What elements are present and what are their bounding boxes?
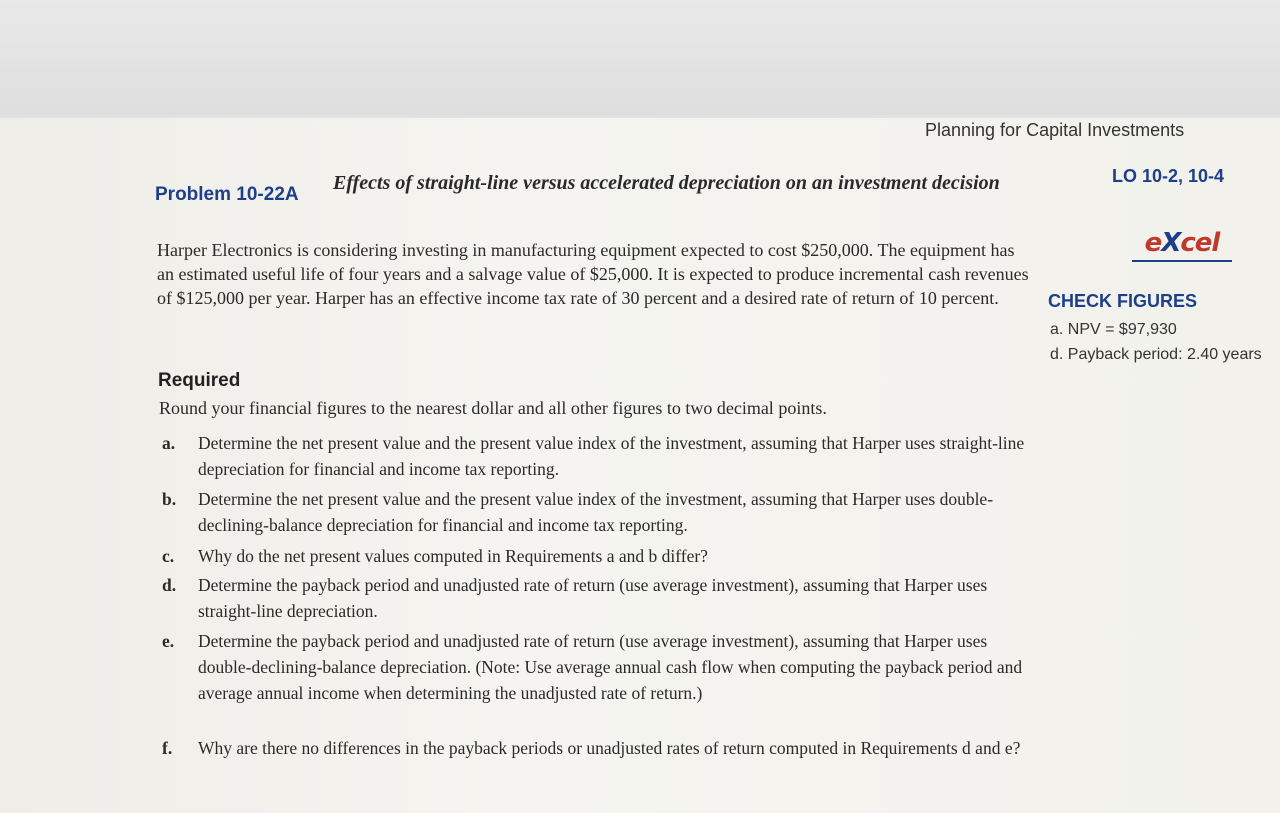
requirement-text: Determine the payback period and unadjusted rate of return (use average investment), assuming that Harper uses straight-line depreciation. bbox=[198, 575, 988, 621]
requirement-letter: c. bbox=[162, 546, 175, 566]
excel-logo-text: eXcel bbox=[1144, 228, 1220, 258]
running-head: Planning for Capital Investments bbox=[925, 120, 1185, 140]
requirement-text: Determine the net present value and the present value index of the investment, assuming that Harper uses double-declining-balance depreciation for financial and income tax reporting. bbox=[198, 489, 994, 535]
check-figure-a: a. NPV = $97,930 bbox=[1050, 321, 1177, 338]
requirement-text: Why are there no differences in the payback periods or unadjusted rates of return computed in Requirements d and e? bbox=[198, 738, 1021, 758]
check-figures-title: CHECK FIGURES bbox=[1048, 291, 1198, 311]
requirement-letter: a. bbox=[162, 433, 176, 453]
excel-underline bbox=[1132, 260, 1232, 262]
requirement-letter: e. bbox=[162, 631, 175, 651]
requirement-letter: d. bbox=[162, 575, 177, 595]
requirement-e bbox=[162, 628, 1032, 706]
requirement-letter: f. bbox=[162, 738, 173, 758]
excel-logo bbox=[1132, 228, 1232, 262]
requirement-text: Why do the net present values computed in Requirements a and b differ? bbox=[198, 546, 708, 566]
problem-intro: Harper Electronics is considering investing in manufacturing equipment expected to cost $250,000. The equipment has an estimated useful life of four years and a salvage value of $25,000. It is expected to produce incremental cash revenues of $125,000 per year. Harper has an effective income tax rate of 30 percent and a desired rate of return of 10 percent. bbox=[157, 240, 1029, 308]
requirement-text: Determine the payback period and unadjusted rate of return (use average investment), assuming that Harper uses double-declining-balance depreciation. (Note: Use average annual cash flow when computing the payback period and average annual income when determining the unadjusted rate of return.) bbox=[198, 631, 1023, 703]
requirement-c bbox=[162, 543, 1032, 569]
required-heading: Required bbox=[158, 370, 241, 391]
requirement-d bbox=[162, 572, 1032, 624]
check-figure-d: d. Payback period: 2.40 years bbox=[1050, 346, 1262, 363]
requirement-text: Determine the net present value and the present value index of the investment, assuming that Harper uses straight-line depreciation for financial and income tax reporting. bbox=[198, 433, 1025, 479]
requirement-f bbox=[162, 735, 1032, 761]
requirement-letter: b. bbox=[162, 489, 177, 509]
problem-label: Problem 10-22A bbox=[155, 184, 299, 205]
problem-title: Effects of straight-line versus accelerated depreciation on an investment decision bbox=[333, 172, 1000, 194]
learning-objectives: LO 10-2, 10-4 bbox=[1112, 166, 1225, 186]
requirement-a bbox=[162, 430, 1032, 482]
rounding-note: Round your financial figures to the nearest dollar and all other figures to two decimal points. bbox=[159, 398, 827, 418]
requirement-b bbox=[162, 486, 1032, 538]
